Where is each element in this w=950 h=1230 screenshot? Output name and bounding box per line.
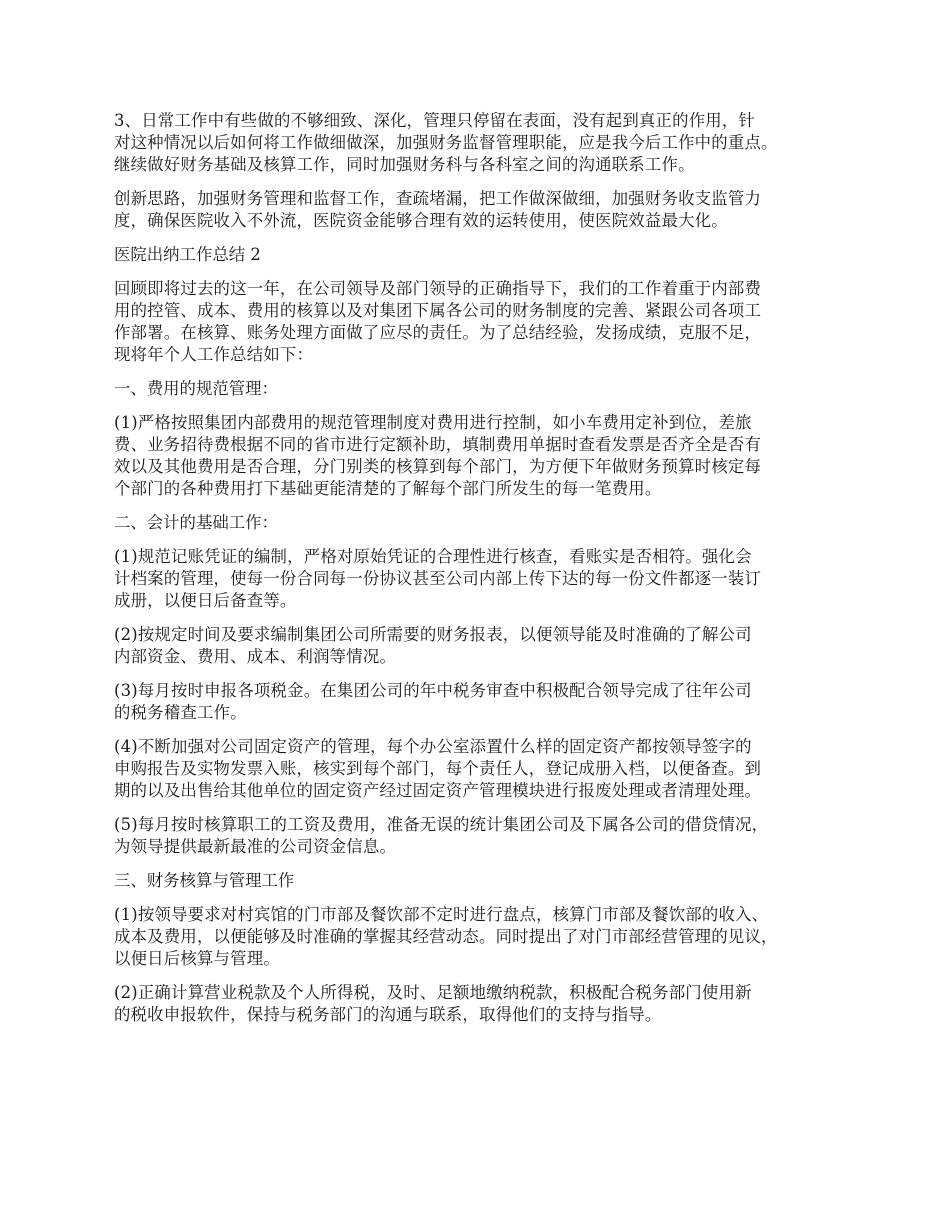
section-heading	[114, 512, 854, 534]
text-line: 的税务稽查工作。	[114, 703, 247, 722]
text-line: 一、费用的规范管理：	[114, 379, 278, 398]
body-paragraph	[114, 412, 854, 500]
text-line: 申购报告及实物发票入账，核实到每个部门，每个责任人，登记成册入档，以便备查。到	[114, 759, 762, 778]
text-line: 创新思路，加强财务管理和监督工作，查疏堵漏，把工作做深做细，加强财务收支监管力	[114, 189, 762, 208]
text-line: (3)每月按时申报各项税金。在集团公司的年中税务审查中积极配合领导完成了往年公司	[114, 681, 752, 700]
text-line: 三、财务核算与管理工作	[114, 871, 295, 890]
text-line: 3、日常工作中有些做的不够细致、深化，管理只停留在表面，没有起到真正的作用，针	[114, 111, 756, 130]
body-paragraph	[114, 188, 854, 232]
text-line: 费、业务招待费根据不同的省市进行定额补助，填制费用单据时查看发票是否齐全是否有	[114, 435, 762, 454]
text-line: (1)规范记账凭证的编制，严格对原始凭证的合理性进行核查，看账实是否相符。强化会	[114, 547, 752, 566]
text-line: 的税收申报软件，保持与税务部门的沟通与联系，取得他们的支持与指导。	[114, 1005, 662, 1024]
document-page	[114, 110, 854, 1038]
text-line: (2)正确计算营业税款及个人所得税，及时、足额地缴纳税款，积极配合税务部门使用新	[114, 983, 752, 1002]
text-line: (2)按规定时间及要求编制集团公司所需要的财务报表，以便领导能及时准确的了解公司	[114, 625, 752, 644]
text-line: 度，确保医院收入不外流，医院资金能够合理有效的运转使用，使医院效益最大化。	[114, 211, 728, 230]
text-line: 内部资金、费用、成本、利润等情况。	[114, 647, 397, 666]
body-paragraph	[114, 982, 854, 1026]
text-line: (1)按领导要求对村宾馆的门市部及餐饮部不定时进行盘点，核算门市部及餐饮部的收入、	[114, 905, 769, 924]
text-line: 计档案的管理，使每一份合同每一份协议甚至公司内部上传下达的每一份文件都逐一装订	[114, 569, 762, 588]
section-heading	[114, 870, 854, 892]
body-paragraph	[114, 814, 854, 858]
body-paragraph	[114, 110, 854, 176]
body-paragraph	[114, 546, 854, 612]
body-paragraph	[114, 278, 854, 366]
text-line: 个部门的各种费用打下基础更能清楚的了解每个部门所发生的每一笔费用。	[114, 479, 662, 498]
text-line: 效以及其他费用是否合理，分门别类的核算到每个部门，为方便下年做财务预算时核定每	[114, 457, 762, 476]
text-line: (4)不断加强对公司固定资产的管理，每个办公室添置什么样的固定资产都按领导签字的	[114, 737, 752, 756]
text-line: 现将年个人工作总结如下：	[114, 345, 314, 364]
text-line: 二、会计的基础工作：	[114, 513, 278, 532]
text-line: 继续做好财务基础及核算工作，同时加强财务科与各科室之间的沟通联系工作。	[114, 155, 695, 174]
body-paragraph	[114, 904, 854, 970]
text-line: 医院出纳工作总结 2	[114, 245, 261, 264]
body-paragraph	[114, 680, 854, 724]
section-heading	[114, 244, 854, 266]
text-line: 回顾即将过去的这一年，在公司领导及部门领导的正确指导下，我们的工作着重于内部费	[114, 279, 762, 298]
text-line: 期的以及出售给其他单位的固定资产经过固定资产管理模块进行报废处理或者清理处理。	[114, 781, 762, 800]
body-paragraph	[114, 736, 854, 802]
text-line: 为领导提供最新最准的公司资金信息。	[114, 837, 397, 856]
section-heading	[114, 378, 854, 400]
text-line: (5)每月按时核算职工的工资及费用，准备无误的统计集团公司及下属各公司的借贷情况，	[114, 815, 769, 834]
text-line: 成册，以便日后备查等。	[114, 591, 297, 610]
text-line: 成本及费用，以便能够及时准确的掌握其经营动态。同时提出了对门市部经营管理的见议，	[114, 927, 778, 946]
text-line: (1)严格按照集团内部费用的规范管理制度对费用进行控制，如小车费用定补到位，差旅	[114, 413, 752, 432]
body-paragraph	[114, 624, 854, 668]
text-line: 对这种情况以后如何将工作做细做深，加强财务监督管理职能，应是我今后工作中的重点。	[114, 133, 778, 152]
text-line: 以便日后核算与管理。	[114, 949, 280, 968]
text-line: 用的控管、成本、费用的核算以及对集团下属各公司的财务制度的完善、紧跟公司各项工	[114, 301, 762, 320]
text-line: 作部署。在核算、账务处理方面做了应尽的责任。为了总结经验，发扬成绩，克服不足，	[114, 323, 762, 342]
